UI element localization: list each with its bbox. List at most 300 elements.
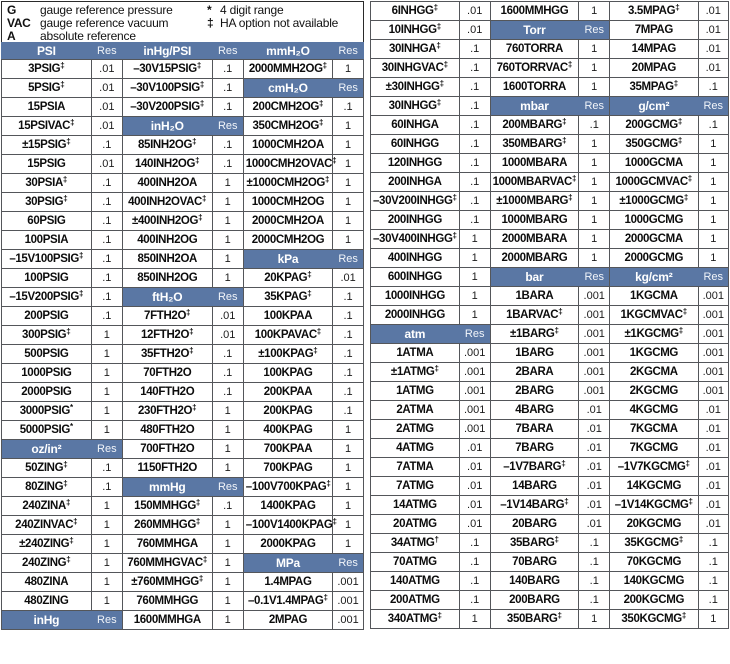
range-cell: 760TORRVAC‡: [490, 59, 579, 78]
column-header-row: [2, 43, 364, 60]
unit-header-cell: cmH₂O: [243, 79, 332, 98]
res-cell: 1: [333, 516, 364, 535]
range-cell: 1000GCMVAC‡: [610, 173, 698, 192]
res-cell: .1: [212, 345, 243, 364]
table-row: [371, 477, 729, 496]
unit-header-res-cell: Res: [212, 288, 243, 307]
range-cell: 850INH2OA: [122, 250, 212, 269]
table-row: [371, 135, 729, 154]
footnote-marker: ‡: [189, 327, 194, 336]
range-cell: –30V100PSIG‡: [122, 79, 212, 98]
footnote-marker: †: [434, 535, 439, 544]
res-cell: 1: [333, 478, 364, 497]
res-cell: .01: [698, 401, 728, 420]
res-cell: .1: [91, 212, 122, 231]
res-cell: 1: [212, 269, 243, 288]
footnote-marker: ‡: [63, 479, 68, 488]
footnote-marker: ‡: [681, 611, 687, 620]
res-cell: .1: [459, 40, 490, 59]
range-cell: 2000KPAG: [243, 535, 332, 554]
res-cell: .1: [212, 136, 243, 155]
unit-header-cell: ftH₂O: [122, 288, 212, 307]
res-cell: 1: [333, 60, 364, 79]
table-row: [371, 306, 729, 325]
footnote-marker: ‡: [316, 327, 322, 336]
table-row: [2, 402, 364, 421]
range-cell: –1V7BARG‡: [490, 458, 579, 477]
range-cell: 30INHGVAC‡: [371, 59, 460, 78]
range-cell: 3PSIG‡: [2, 60, 92, 79]
res-cell: .001: [333, 592, 364, 611]
table-row: [371, 40, 729, 59]
range-cell: 15PSIA: [2, 98, 92, 117]
range-cell: 1400KPAG: [243, 497, 332, 516]
unit-header-cell: MPa: [243, 554, 332, 573]
table-row: [2, 611, 364, 630]
range-cell: 7BARA: [490, 420, 579, 439]
res-cell: 1: [91, 421, 122, 440]
footnote-marker: ‡: [66, 137, 71, 146]
res-cell: .1: [212, 155, 243, 174]
footnote-marker: ‡: [202, 194, 207, 203]
dagger-note-symbol: ‡: [207, 16, 214, 30]
res-cell: .01: [579, 515, 610, 534]
footnote-marker: ‡: [673, 79, 679, 88]
range-cell: 1KGCMG: [610, 344, 698, 363]
range-cell: 7BARG: [490, 439, 579, 458]
table-row: [2, 478, 364, 497]
res-cell: 1: [459, 230, 490, 249]
res-cell: .01: [459, 439, 490, 458]
res-cell: 1: [212, 554, 243, 573]
range-cell: 35FTH2O‡: [122, 345, 212, 364]
range-cell: 350BARG‡: [490, 610, 579, 629]
range-cell: 15PSIVAC‡: [2, 117, 92, 136]
range-cell: 1000CMH2OA: [243, 136, 332, 155]
table-row: [2, 345, 364, 364]
range-cell: 2000INHGG: [371, 306, 460, 325]
res-cell: .1: [698, 116, 728, 135]
footnote-marker: ‡: [567, 60, 573, 69]
res-cell: .001: [333, 611, 364, 630]
range-cell: 1600TORRA: [490, 78, 579, 97]
range-cell: 140ATMG: [371, 572, 460, 591]
res-cell: 1: [91, 535, 122, 554]
range-cell: ±1KGCMG‡: [610, 325, 698, 344]
table-row: [371, 401, 729, 420]
res-cell: .001: [459, 382, 490, 401]
table-row: [2, 535, 364, 554]
footnote-marker: ‡: [189, 346, 194, 355]
res-cell: 1: [91, 402, 122, 421]
range-cell: 1KGCMVAC‡: [610, 306, 698, 325]
footnote-marker: ‡: [198, 213, 203, 222]
res-cell: .01: [91, 155, 122, 174]
range-cell: –30V15PSIG‡: [122, 60, 212, 79]
range-cell: 7KGCMG: [610, 439, 698, 458]
range-cell: –30V200PSIG‡: [122, 98, 212, 117]
range-cell: 760MMHGVAC‡: [122, 554, 212, 573]
range-cell: 35BARG‡: [490, 534, 579, 553]
table-row: [2, 193, 364, 212]
unit-header-cell: mbar: [490, 97, 579, 116]
res-cell: .1: [459, 78, 490, 97]
range-cell: 60PSIG: [2, 212, 92, 231]
range-cell: 1BARVAC‡: [490, 306, 579, 325]
range-cell: ±400INH2OG‡: [122, 212, 212, 231]
footnote-marker: ‡: [199, 99, 205, 108]
resolution-column-header: Res: [212, 43, 243, 60]
res-cell: .001: [698, 363, 728, 382]
res-cell: 1: [333, 155, 364, 174]
unit-header-cell: inHg: [2, 611, 92, 630]
range-cell: 140FTH2O: [122, 383, 212, 402]
unit-header-cell: inH₂O: [122, 117, 212, 136]
table-row: [2, 516, 364, 535]
asterisk-note-symbol: *: [207, 3, 212, 17]
res-cell: 1: [579, 78, 610, 97]
res-cell: .01: [698, 59, 728, 78]
res-cell: .1: [333, 364, 364, 383]
res-cell: 1: [91, 383, 122, 402]
res-cell: 1: [333, 459, 364, 478]
range-cell: 100KPAA: [243, 307, 332, 326]
range-cell: 34ATMG†: [371, 534, 460, 553]
pressure-ranges-table-left: [1, 42, 364, 630]
res-cell: .1: [698, 534, 728, 553]
res-cell: .1: [91, 269, 122, 288]
legend-item: [7, 30, 207, 43]
range-cell: 70KGCMG: [610, 553, 698, 572]
range-cell: 1ATMG: [371, 382, 460, 401]
range-cell: 150MMHGG‡: [122, 497, 212, 516]
footnote-marker: ‡: [66, 327, 71, 336]
range-cell: 2000MBARG: [490, 249, 579, 268]
range-cell: 140KGCMG: [610, 572, 698, 591]
range-cell: 2KGCMG: [610, 382, 698, 401]
range-cell: 240ZINA‡: [2, 497, 92, 516]
res-cell: .1: [459, 97, 490, 116]
table-row: [371, 344, 729, 363]
res-cell: 1: [579, 230, 610, 249]
res-cell: 1: [698, 154, 728, 173]
range-cell: –30V200INHGG‡: [371, 192, 460, 211]
range-cell: 2000MBARA: [490, 230, 579, 249]
footnote-marker: ‡: [568, 193, 573, 202]
footnote-marker: ‡: [60, 80, 65, 89]
res-cell: .1: [91, 193, 122, 212]
table-row: [371, 382, 729, 401]
range-cell: 200GCMG‡: [610, 116, 698, 135]
range-cell: 70ATMG: [371, 553, 460, 572]
range-cell: 30PSIA‡: [2, 174, 92, 193]
res-cell: 1: [212, 174, 243, 193]
footnote-marker: ‡: [572, 174, 577, 183]
table-row: [2, 269, 364, 288]
res-cell: 1: [91, 516, 122, 535]
range-cell: 5PSIG‡: [2, 79, 92, 98]
res-cell: .1: [333, 402, 364, 421]
res-cell: 1: [333, 497, 364, 516]
unit-header-res-cell: Res: [212, 478, 243, 497]
range-cell: 35MPAG‡: [610, 78, 698, 97]
res-cell: .1: [459, 553, 490, 572]
res-cell: .01: [212, 307, 243, 326]
res-cell: 1: [212, 440, 243, 459]
res-cell: .001: [459, 363, 490, 382]
res-cell: 1: [459, 268, 490, 287]
range-cell: 1000CMH2OG: [243, 193, 332, 212]
range-cell: 7KGCMA: [610, 420, 698, 439]
res-cell: .01: [459, 458, 490, 477]
range-cell: 100KPAG: [243, 364, 332, 383]
table-row: [2, 440, 364, 459]
range-cell: ±100KPAG‡: [243, 345, 332, 364]
res-cell: 1: [91, 345, 122, 364]
range-cell: ±1ATMG‡: [371, 363, 460, 382]
footnote-marker: ‡: [195, 517, 201, 526]
footnote-marker: ‡: [678, 326, 684, 335]
footnote-marker: ‡: [79, 289, 84, 298]
res-cell: .1: [91, 288, 122, 307]
footnote-marker: ‡: [69, 536, 74, 545]
footnote-marker: ‡: [554, 326, 559, 335]
footnote-marker: ‡: [688, 497, 693, 506]
footnote-marker: ‡: [562, 136, 567, 145]
res-cell: 1: [333, 440, 364, 459]
range-cell: 2000MMH2OG‡: [243, 60, 332, 79]
res-cell: 1: [698, 230, 728, 249]
res-cell: 1: [698, 211, 728, 230]
table-row: [371, 192, 729, 211]
table-row: [371, 591, 729, 610]
table-row: [371, 230, 729, 249]
res-cell: 1: [579, 249, 610, 268]
unit-header-cell: oz/in²: [2, 440, 92, 459]
res-cell: 1: [698, 135, 728, 154]
footnote-marker: ‡: [436, 22, 442, 31]
footnote-marker: ‡: [73, 517, 78, 526]
legend-text: gauge reference pressure: [40, 3, 173, 17]
range-cell: 400INH2OG: [122, 231, 212, 250]
footnote-marker: ‡: [186, 308, 191, 317]
range-cell: 200KPAG: [243, 402, 332, 421]
res-cell: 1: [91, 364, 122, 383]
res-cell: .1: [91, 307, 122, 326]
range-cell: ±240ZING‡: [2, 535, 92, 554]
range-cell: 200KGCMG: [610, 591, 698, 610]
res-cell: .1: [333, 98, 364, 117]
range-cell: 600INHGG: [371, 268, 460, 287]
footnote-marker: ‡: [434, 364, 439, 373]
footnote-marker: ‡: [192, 137, 197, 146]
range-cell: 1000MBARA: [490, 154, 579, 173]
footnote-marker: ‡: [675, 3, 680, 12]
pressure-ranges-table-right-grid: [370, 1, 729, 629]
range-cell: 700FTH2O: [122, 440, 212, 459]
res-cell: .1: [212, 98, 243, 117]
range-cell: 10INHGG‡: [371, 21, 460, 40]
res-cell: .001: [579, 344, 610, 363]
res-cell: .01: [459, 477, 490, 496]
table-row: [371, 515, 729, 534]
unit-header-res-cell: Res: [333, 79, 364, 98]
res-cell: 1: [459, 610, 490, 629]
range-cell: 1150FTH2O: [122, 459, 212, 478]
res-cell: .1: [698, 572, 728, 591]
range-cell: ±15PSIG‡: [2, 136, 92, 155]
unit-header-res-cell: Res: [91, 611, 122, 630]
res-cell: .01: [698, 439, 728, 458]
res-cell: .001: [579, 306, 610, 325]
resolution-column-header: Res: [333, 43, 364, 60]
footnote-marker: ‡: [199, 80, 205, 89]
res-cell: .1: [579, 591, 610, 610]
unit-header-res-cell: Res: [698, 97, 728, 116]
footnote-marker: ‡: [558, 307, 563, 316]
res-cell: .1: [459, 173, 490, 192]
res-cell: .1: [91, 174, 122, 193]
res-cell: 1: [333, 535, 364, 554]
res-cell: .1: [91, 478, 122, 497]
res-cell: .01: [459, 2, 490, 21]
footnote-marker: ‡: [323, 593, 328, 602]
res-cell: .1: [333, 307, 364, 326]
range-cell: 1000MBARG: [490, 211, 579, 230]
footnote-marker: *: [69, 403, 74, 412]
res-cell: .1: [333, 326, 364, 345]
range-cell: 1600MMHGA: [122, 611, 212, 630]
range-cell: –100V1400KPAG‡: [243, 516, 332, 535]
res-cell: 1: [579, 173, 610, 192]
res-cell: .1: [459, 116, 490, 135]
unit-header-res-cell: Res: [579, 21, 610, 40]
column-header: mmH₂O: [243, 43, 332, 60]
res-cell: 1: [579, 154, 610, 173]
range-cell: 60INHGA: [371, 116, 460, 135]
range-cell: 60INHGG: [371, 135, 460, 154]
res-cell: 1: [212, 573, 243, 592]
footnote-marker: ‡: [63, 194, 68, 203]
footnote-marker: ‡: [557, 611, 562, 620]
range-cell: 1BARG: [490, 344, 579, 363]
res-cell: .1: [459, 192, 490, 211]
res-cell: .001: [333, 573, 364, 592]
unit-header-res-cell: Res: [333, 250, 364, 269]
res-cell: 1: [579, 2, 610, 21]
res-cell: 1: [698, 173, 728, 192]
range-cell: –100V700KPAG‡: [243, 478, 332, 497]
range-cell: 2000GCMG: [610, 249, 698, 268]
res-cell: .01: [579, 496, 610, 515]
res-cell: .01: [91, 79, 122, 98]
range-cell: 2000CMH2OG: [243, 231, 332, 250]
table-row: [2, 212, 364, 231]
res-cell: .1: [459, 135, 490, 154]
table-row: [371, 97, 729, 116]
range-cell: 2BARA: [490, 363, 579, 382]
range-cell: 260MMHGG‡: [122, 516, 212, 535]
range-cell: –1V14BARG‡: [490, 496, 579, 515]
footnote-marker: ‡: [319, 99, 324, 108]
footnote-marker: ‡: [63, 460, 68, 469]
range-cell: 200CMH2OG‡: [243, 98, 332, 117]
res-cell: 1: [579, 135, 610, 154]
res-cell: .1: [212, 364, 243, 383]
res-cell: 1: [333, 421, 364, 440]
range-cell: 400INHGG: [371, 249, 460, 268]
res-cell: 1: [333, 212, 364, 231]
footnote-marker: ‡: [196, 61, 202, 70]
range-cell: 340ATMG‡: [371, 610, 460, 629]
footnote-marker: ‡: [439, 79, 445, 88]
res-cell: .001: [698, 306, 728, 325]
table-row: [2, 421, 364, 440]
range-cell: 35KGCMG‡: [610, 534, 698, 553]
footnote-marker: ‡: [322, 61, 328, 70]
res-cell: 1: [212, 459, 243, 478]
range-cell: 1000PSIG: [2, 364, 92, 383]
res-cell: .1: [459, 59, 490, 78]
res-cell: .001: [459, 401, 490, 420]
range-cell: 70BARG: [490, 553, 579, 572]
range-cell: ±1000MBARG‡: [490, 192, 579, 211]
res-cell: .1: [698, 553, 728, 572]
footnote-marker: *: [69, 422, 74, 431]
range-cell: 14ATMG: [371, 496, 460, 515]
table-row: [371, 154, 729, 173]
res-cell: .01: [459, 496, 490, 515]
footnote-marker: ‡: [326, 479, 331, 488]
range-cell: 30INHGA‡: [371, 40, 460, 59]
range-cell: 100PSIG: [2, 269, 92, 288]
range-cell: ±760MMHGG‡: [122, 573, 212, 592]
res-cell: .1: [91, 136, 122, 155]
range-cell: 350CMH2OG‡: [243, 117, 332, 136]
res-cell: .1: [212, 79, 243, 98]
range-cell: 14KGCMG: [610, 477, 698, 496]
range-cell: 1000MBARVAC‡: [490, 173, 579, 192]
res-cell: 1: [579, 192, 610, 211]
range-cell: ±1000GCMG‡: [610, 192, 698, 211]
footnote-marker: ‡: [79, 251, 84, 260]
res-cell: .1: [459, 572, 490, 591]
range-cell: 2BARG: [490, 382, 579, 401]
res-cell: 1: [459, 287, 490, 306]
legend-text: absolute reference: [40, 29, 136, 43]
table-row: [371, 572, 729, 591]
res-cell: 1: [579, 59, 610, 78]
footnote-marker: ‡: [433, 3, 439, 12]
res-cell: .01: [698, 458, 728, 477]
range-cell: 30PSIG‡: [2, 193, 92, 212]
range-cell: 700KPAA: [243, 440, 332, 459]
table-row: [2, 364, 364, 383]
res-cell: .1: [459, 591, 490, 610]
range-cell: 6INHGG‡: [371, 2, 460, 21]
footnote-marker: ‡: [195, 498, 201, 507]
range-cell: 15PSIG: [2, 155, 92, 174]
res-cell: 1: [212, 421, 243, 440]
range-cell: –1V7KGCMG‡: [610, 458, 698, 477]
range-cell: 240ZING‡: [2, 554, 92, 573]
table-row: [371, 363, 729, 382]
range-cell: 70FTH2O: [122, 364, 212, 383]
footnote-marker: ‡: [436, 41, 441, 50]
footnote-marker: ‡: [332, 517, 337, 526]
res-cell: .1: [91, 459, 122, 478]
res-cell: 1: [212, 231, 243, 250]
